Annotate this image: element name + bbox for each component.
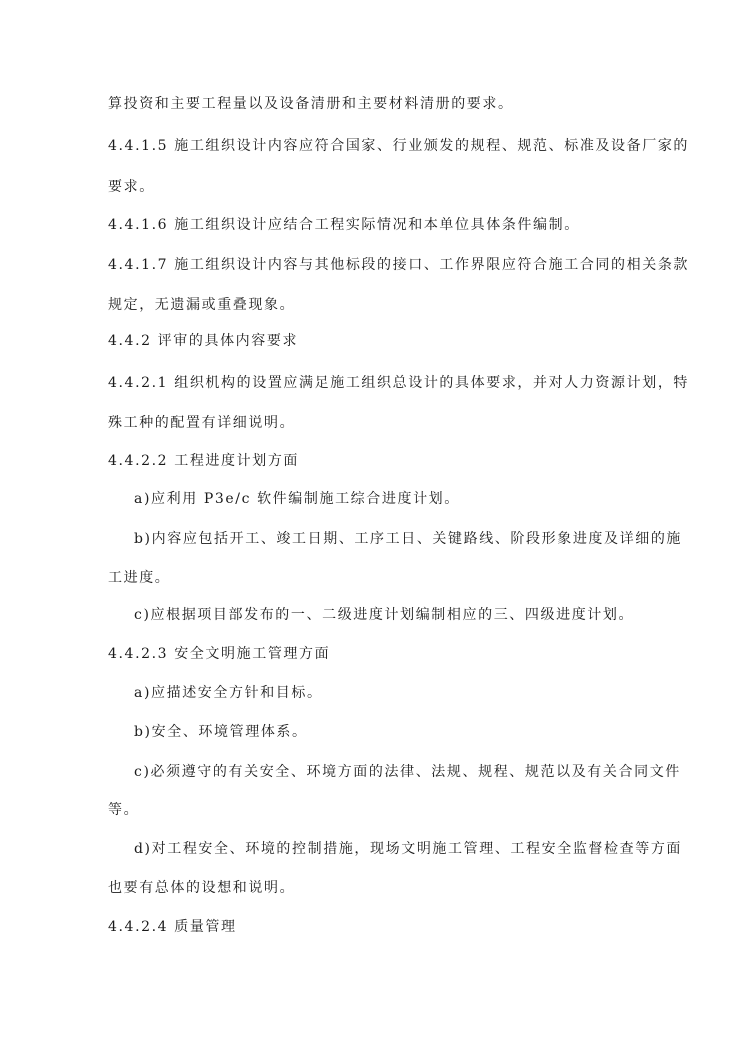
text-line: 要求。 — [108, 179, 155, 195]
text-line: 算投资和主要工程量以及设备清册和主要材料清册的要求。 — [108, 96, 514, 112]
clause-4-4-2-1: 4.4.2.1 组织机构的设置应满足施工组织总设计的具体要求，并对人力资源计划，特 — [108, 375, 690, 391]
clause-4-4-2-3: 4.4.2.3 安全文明施工管理方面 — [108, 646, 331, 662]
text-line: 也要有总体的设想和说明。 — [108, 880, 296, 896]
text-line: 等。 — [108, 802, 140, 818]
section-heading-4-4-2: 4.4.2 评审的具体内容要求 — [108, 333, 299, 349]
text-line: 殊工种的配置有详细说明。 — [108, 415, 296, 431]
clause-4-4-1-5: 4.4.1.5 施工组织设计内容应符合国家、行业颁发的规程、规范、标准及设备厂家的 — [108, 138, 690, 154]
list-item-d: d)对工程安全、环境的控制措施，现场文明施工管理、工程安全监督检查等方面 — [134, 841, 683, 857]
clause-4-4-2-2: 4.4.2.2 工程进度计划方面 — [108, 453, 300, 469]
clause-4-4-1-6: 4.4.1.6 施工组织设计应结合工程实际情况和本单位具体条件编制。 — [108, 217, 580, 233]
list-item-b: b)内容应包括开工、竣工日期、工序工日、关键路线、阶段形象进度及详细的施 — [134, 531, 683, 547]
list-item-c: c)必须遵守的有关安全、环境方面的法律、法规、规程、规范以及有关合同文件 — [134, 764, 681, 780]
list-item-a: a)应描述安全方针和目标。 — [134, 685, 323, 701]
text-line: 规定，无遗漏或重叠现象。 — [108, 297, 296, 313]
text-line: 工进度。 — [108, 570, 171, 586]
list-item-b: b)安全、环境管理体系。 — [134, 724, 308, 740]
clause-4-4-2-4: 4.4.2.4 质量管理 — [108, 919, 237, 935]
clause-4-4-1-7: 4.4.1.7 施工组织设计内容与其他标段的接口、工作界限应符合施工合同的相关条款 — [108, 257, 690, 273]
list-item-a: a)应利用 P3e/c 软件编制施工综合进度计划。 — [134, 491, 460, 507]
list-item-c: c)应根据项目部发布的一、二级进度计划编制相应的三、四级进度计划。 — [134, 607, 635, 623]
